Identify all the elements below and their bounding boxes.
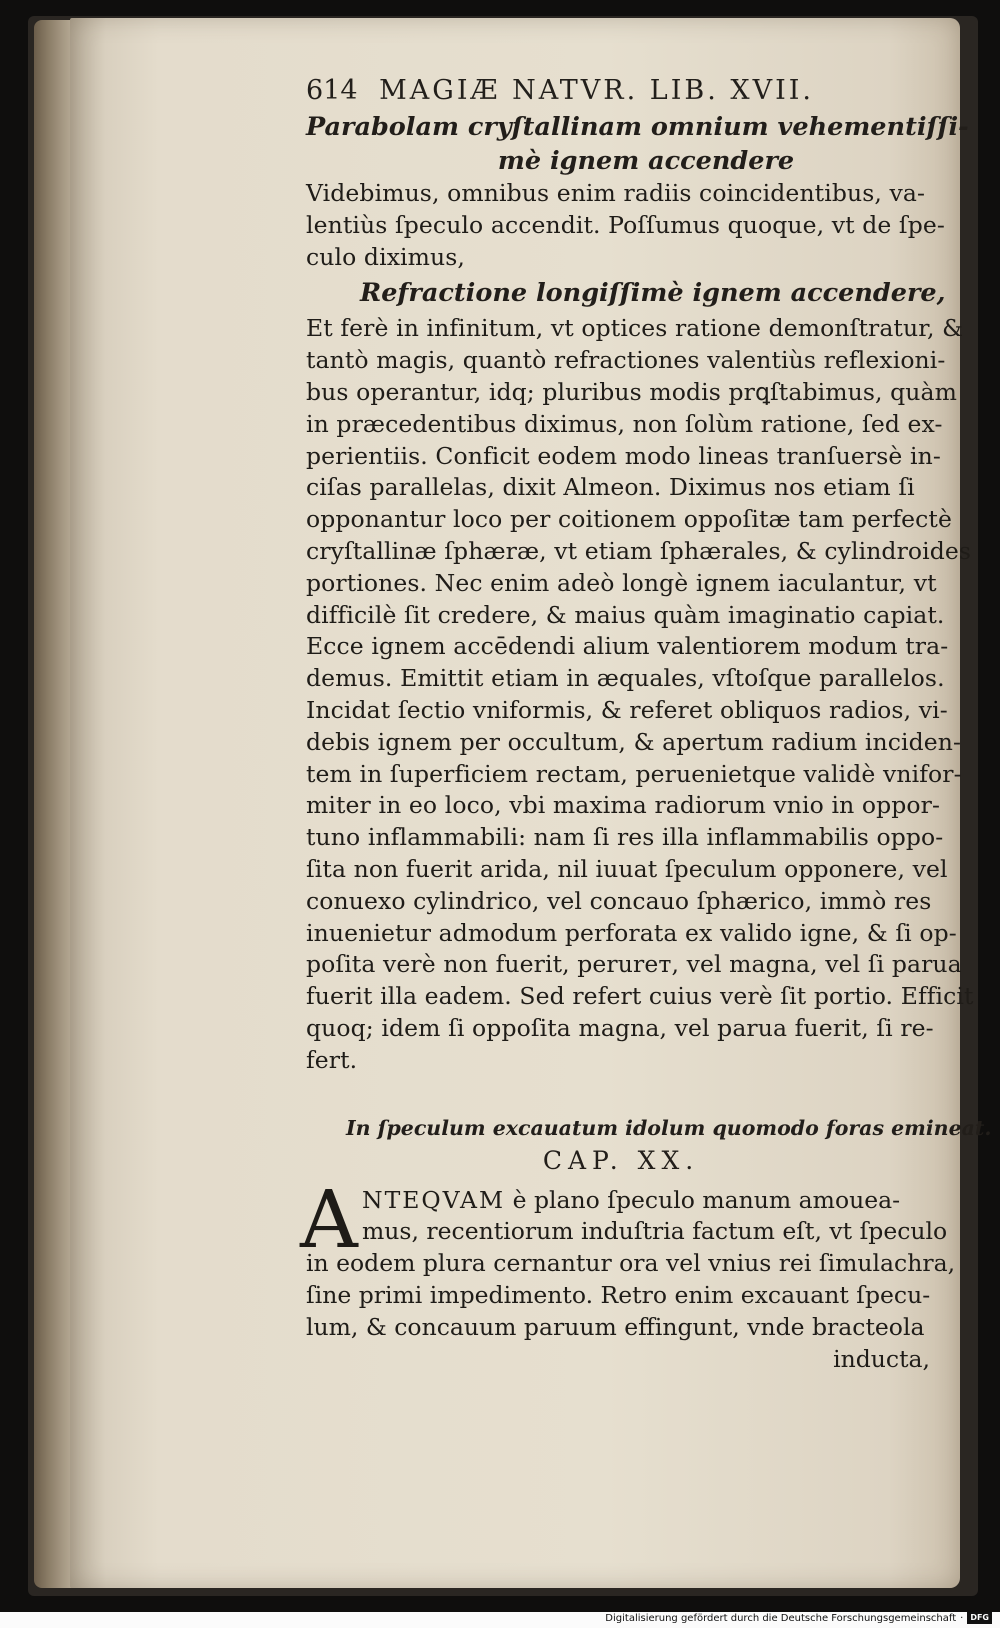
text-line <box>306 1185 936 1217</box>
opening-word: NTEQVAM <box>362 1185 506 1214</box>
text-line: tantò magis, quantò refractiones valentiùs reflexioni- <box>306 346 946 375</box>
dfg-logo: DFG <box>967 1612 992 1624</box>
text-line: miter in eo loco, vbi maxima radiorum vnio in oppor- <box>306 791 941 820</box>
catchword: inducta, <box>833 1344 930 1373</box>
text-line: ſine primi impedimento. Retro enim excauant ſpecu- <box>306 1280 931 1309</box>
text-line: ciſas parallelas, dixit Almeon. Diximus nos etiam ſi <box>306 473 915 502</box>
text-line: debis ignem per occultum, & apertum radium inciden- <box>306 727 962 756</box>
text-line: difficilè ſit credere, & maius quàm imaginatio capiat. <box>306 600 945 629</box>
text-line: poſita verè non fuerit, perurет, vel magna, vel ſi parua <box>306 950 962 979</box>
text-line: perientiis. Conficit eodem modo lineas tranſuersè in- <box>306 441 941 470</box>
section-heading-line: mè ignem accendere <box>497 146 795 176</box>
text-line: tem in ſuperficiem rectam, peruenietque validè vnifor- <box>306 759 962 788</box>
text-line: in præcedentibus diximus, non ſolùm ratione, ſed ex- <box>306 409 943 438</box>
section-heading-line: Parabolam cryſtallinam omnium vehementiſſi- <box>306 112 969 142</box>
spacer <box>306 1077 936 1113</box>
text-line: Ecce ignem accēdendi alium valentiorem modum tra- <box>306 632 949 661</box>
running-header <box>306 74 936 108</box>
text-line: fuerit illa eadem. Sed refert cuius verè ſit portio. Efficit <box>306 982 974 1011</box>
text-line: in eodem plura cernantur ora vel vnius rei ſimulachra, <box>306 1249 956 1278</box>
text-line: tuno inflammabili: nam ſi res illa inflammabilis oppo- <box>306 823 944 852</box>
drop-cap-initial: A <box>300 1172 358 1266</box>
text-line: Videbimus, omnibus enim radiis coincidentibus, va- <box>306 179 926 207</box>
text-line: lentiùs ſpeculo accendit. Poſſumus quoque, vt de ſpe- <box>306 210 945 239</box>
text-line: ſita non fuerit arida, nil iuuat ſpeculum opponere, vel <box>306 854 948 883</box>
text-line: cryſtallinæ ſphæræ, vt etiam ſphærales, & cylindroides <box>306 536 972 565</box>
text-line: Incidat ſectio vniformis, & referet obliquos radios, vi- <box>306 695 948 724</box>
text-line: lum, & concauum paruum effingunt, vnde bracteola <box>306 1312 925 1341</box>
section-heading: Refractione longiſſimè ignem accendere, <box>360 278 946 309</box>
book-spine-edge <box>34 20 74 1588</box>
page-text <box>300 74 992 1375</box>
chapter-title: In ſpeculum excauatum idolum quomodo foras emineat. <box>346 1115 992 1140</box>
running-title: MAGIÆ NATVR. LIB. XVII. <box>379 75 815 106</box>
digitization-footer: Digitalisierung gefördert durch die Deutsche Forschungsgemeinschaft · DFG <box>605 1611 992 1625</box>
opening-line-rest: è plano ſpeculo manum amouea- <box>512 1185 901 1214</box>
chapter-number: CAP. XX. <box>542 1145 700 1175</box>
text-line: quoq; idem ſi oppoſita magna, vel parua fuerit, ſi re- <box>306 1013 934 1042</box>
text-line: mus, recentiorum induſtria factum eſt, vt ſpeculo <box>362 1217 948 1246</box>
chapter-opening <box>300 1172 956 1344</box>
text-line: culo diximus, <box>306 242 466 271</box>
text-line: Et ferè in infinitum, vt optices ratione demonſtratur, & <box>306 314 964 343</box>
text-line: inuenietur admodum perforata ex valido igne, & ſi op- <box>306 918 957 947</box>
text-line: bus operantur, idq; pluribus modis prꝗſtabimus, quàm <box>306 377 958 406</box>
text-line: portiones. Nec enim adeò longè ignem iaculantur, vt <box>306 568 937 597</box>
text-line: opponantur loco per coitionem oppoſitæ tam perfectè <box>306 505 952 534</box>
text-line: demus. Emittit etiam in æquales, vſtoſque parallelos. <box>306 664 945 693</box>
funding-credit: Digitalisierung gefördert durch die Deutsche Forschungsgemeinschaft <box>605 1612 957 1624</box>
text-line: conuexo cylindrico, vel concauo ſphærico, immò res <box>306 886 932 915</box>
page-number: 614 <box>306 75 358 106</box>
text-line: fert. <box>306 1045 358 1074</box>
